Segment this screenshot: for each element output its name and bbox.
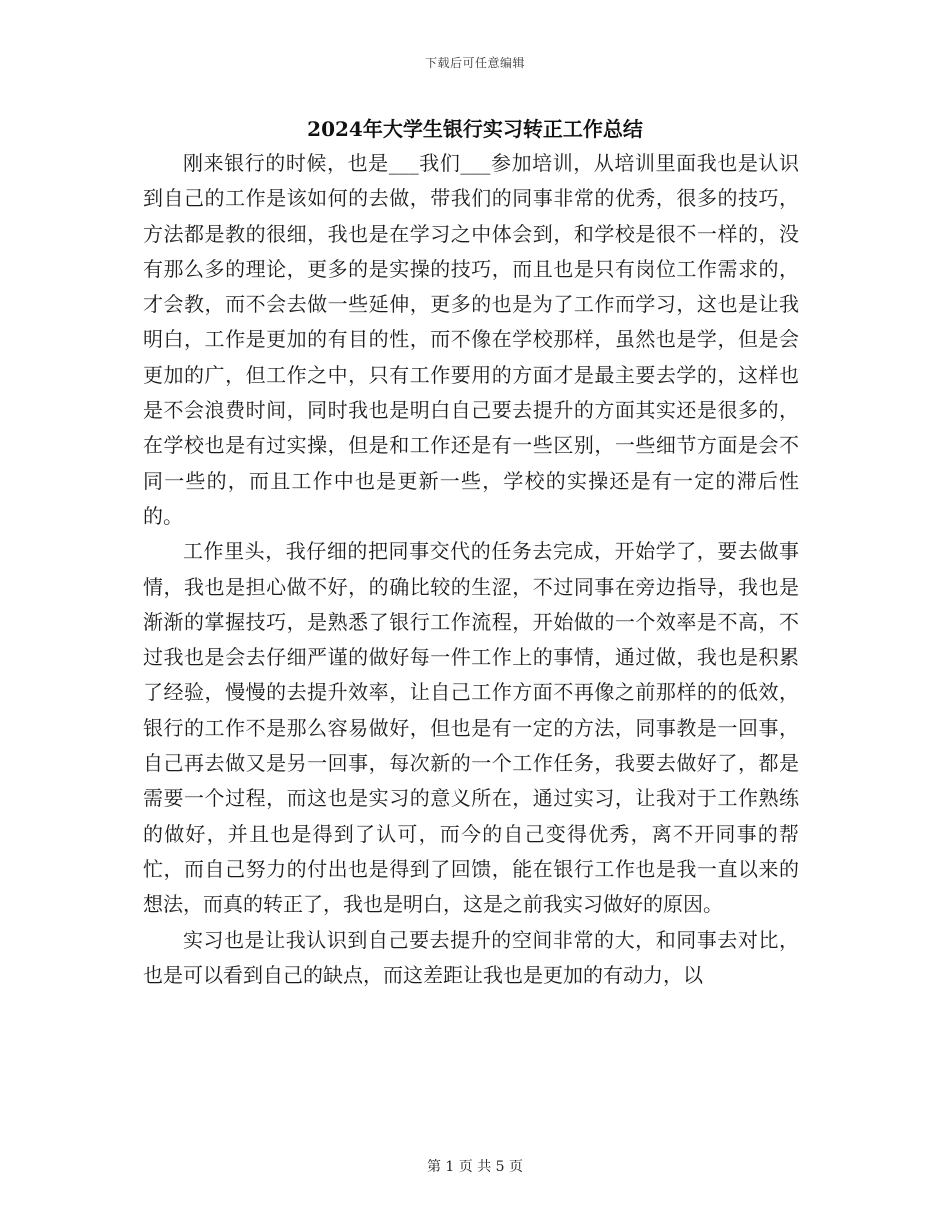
paragraph: 刚来银行的时候，也是___我们___参加培训，从培训里面我也是认识到自己的工作是该如何的去做，带我们的同事非常的优秀，很多的技巧，方法都是教的很细，我也是在学习之中体会到，和学校是很不一样的，没有那么多的理论，更多的是实操的技巧，而且也是只有岗位工作需求的，才会教，而不会去做一些延伸，更多的也是为了工作而学习，这也是让我明白，工作是更加的有目的性，而不像在学校那样，虽然也是学，但是会更加的广，但工作之中，只有工作要用的方面才是最主要去学的，这样也是不会浪费时间，同时我也是明白自己要去提升的方面其实还是很多的，在学校也是有过实操，但是和工作还是有一些区别，一些细节方面是会不同一些的，而且工作中也是更新一些，学校的实操还是有一定的滞后性的。 [143, 151, 799, 528]
page-number: 第 1 页 共 5 页 [426, 1159, 524, 1175]
document-title: 2024年大学生银行实习转正工作总结 [307, 117, 643, 141]
paragraph: 工作里头，我仔细的把同事交代的任务去完成，开始学了，要去做事情，我也是担心做不好，的确比较的生涩，不过同事在旁边指导，我也是渐渐的掌握技巧，是熟悉了银行工作流程，开始做的一个效率是不高，不过我也是会去仔细严谨的做好每一件工作上的事情，通过做，我也是积累了经验，慢慢的去提升效率，让自己工作方面不再像之前那样的的低效，银行的工作不是那么容易做好，但也是有一定的方法，同事教是一回事，自己再去做又是另一回事，每次新的一个工作任务，我要去做好了，都是需要一个过程，而这也是实习的意义所在，通过实习，让我对于工作熟练的做好，并且也是得到了认可，而今的自己变得优秀，离不开同事的帮忙，而自己努力的付出也是得到了回馈，能在银行工作也是我一直以来的想法，而真的转正了，我也是明白，这是之前我实习做好的原因。 [143, 539, 799, 917]
document-body [143, 146, 799, 993]
paragraph: 实习也是让我认识到自己要去提升的空间非常的大，和同事去对比，也是可以看到自己的缺点，而这差距让我也是更加的有动力，以 [143, 927, 799, 987]
header-note: 下载后可任意编辑 [424, 56, 525, 70]
